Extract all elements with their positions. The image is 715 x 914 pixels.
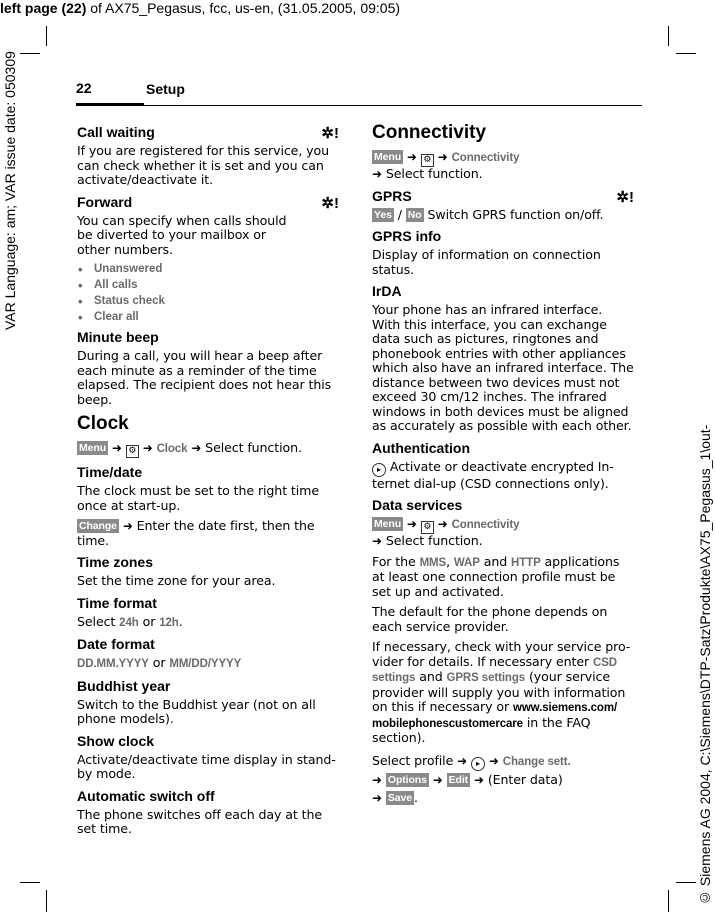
period: . [414, 789, 418, 805]
http-keyword: HTTP [511, 556, 541, 569]
left-column [77, 120, 339, 843]
header-file-info: of AX75_Pegasus, fcc, us-en, (31.05.2005, 09:05) [86, 0, 401, 16]
gprs-settings-keyword: GPRS settings [446, 672, 526, 684]
arrow-icon: ➜ [372, 772, 382, 787]
irda-title: IrDA [372, 283, 402, 299]
crop-mark [20, 53, 40, 54]
clock-path-tail: Select function. [201, 440, 302, 455]
irda-text: Your phone has an infrared interface. With this interface, you can exchange data such as pictures, ringtones and phonebook entries with other appliances which also have an infrared interface. The distance between two devices must not exceed 30 cm/12 inches. The infrared windows in both devices must be aligned as accurately as possible with each other. [372, 302, 634, 433]
save-softkey: Save [387, 791, 412, 804]
arrow-icon: ➜ [191, 441, 202, 455]
p3-post: in the FAQ section). [372, 714, 591, 745]
network-service-icon: ✲! [616, 188, 634, 206]
csd-settings-keyword: CSD settings [372, 656, 617, 684]
forward-title-text: Forward [77, 193, 133, 210]
time-zones-text: Set the time zone for your area. [77, 573, 276, 588]
support-url: www.siemens.com/ mobilephonescustomercare [372, 702, 618, 730]
p1-pre: For the [372, 553, 420, 569]
p1-and: and [479, 553, 512, 569]
gprs-title-text: GPRS [372, 187, 412, 204]
settings-icon: ⚙ [421, 154, 434, 167]
time-format-24h: 24h [119, 616, 139, 629]
date-format-opt2: MM/DD/YYYY [169, 658, 242, 670]
change-softkey: Change [79, 520, 117, 532]
connectivity-path-tail: Select function. [381, 166, 483, 181]
time-date-instruction [77, 519, 339, 548]
gprs-text [372, 208, 634, 223]
date-format-mid: or [148, 655, 170, 670]
time-date-text: The clock must be set to the right time once at start-up. [77, 483, 319, 513]
gprs-info-text: Display of information on connection status. [372, 247, 601, 277]
arrow-icon: ➜ [488, 753, 499, 768]
data-services-steps [372, 752, 634, 807]
time-format-text [77, 615, 339, 631]
authentication-text-body: Activate or deactivate encrypted In-ternet dial-up (CSD connections only). [372, 458, 614, 491]
data-services-menu-path [372, 517, 634, 549]
yes-softkey: Yes [374, 208, 392, 221]
arrow-icon: ➜ [372, 167, 382, 181]
time-format-pre: Select [77, 613, 120, 629]
minute-beep-title: Minute beep [77, 329, 159, 345]
list-item: • All calls [77, 279, 339, 291]
arrow-icon: ➜ [406, 150, 417, 164]
gprs-text-body: Switch GPRS function on/off. [423, 206, 604, 222]
list-item: • Status check [77, 295, 339, 307]
call-waiting-title [77, 124, 339, 140]
list-item: • Clear all [77, 311, 339, 323]
arrow-icon: ➜ [122, 519, 133, 533]
arrow-icon: ➜ [111, 441, 122, 455]
p3-pre: If necessary, check with your service pro-vider for details. If necessary enter [372, 639, 631, 669]
no-softkey: No [407, 208, 422, 221]
network-service-icon: ✲! [321, 125, 339, 142]
crop-mark [20, 882, 40, 883]
arrow-icon: ➜ [372, 534, 382, 548]
arrow-icon: ➜ [372, 790, 382, 805]
time-date-title: Time/date [77, 464, 143, 480]
clock-heading: Clock [77, 413, 129, 434]
arrow-icon: ➜ [473, 772, 484, 787]
enter-data-text: (Enter data) [483, 771, 563, 787]
time-date-tail: Enter the date first, then the time. [77, 518, 315, 548]
time-format-post: . [178, 613, 183, 629]
network-service-icon: ✲! [321, 194, 339, 212]
side-note-left [0, 30, 18, 330]
page-title: Setup [146, 81, 185, 97]
menu-softkey: Menu [374, 518, 402, 530]
show-clock-title: Show clock [77, 732, 155, 749]
data-services-path-tail: Select function. [381, 533, 483, 548]
connectivity-menu-path [372, 150, 634, 182]
clock-menu-path [77, 441, 339, 458]
show-clock-text: Activate/deactivate time display in stand-by mode. [77, 751, 336, 781]
data-services-title: Data services [372, 497, 463, 513]
wap-keyword: WAP [453, 556, 480, 569]
arrow-icon: ➜ [432, 772, 443, 787]
forward-title [77, 194, 339, 210]
p1-sep: , [446, 553, 454, 569]
select-profile-text: Select profile [372, 752, 458, 768]
time-format-mid: or [138, 613, 160, 629]
buddhist-year-title: Buddhist year [77, 677, 171, 694]
p3-mid: (your service provider will supply you with information on this if necessary or [372, 669, 626, 714]
side-note-right [697, 398, 715, 906]
settings-icon: ⚙ [421, 521, 434, 534]
side-note-right-text: © Siemens AG 2004, C:\Siemens\DTP-Satz\Produkte\AX75_Pegasus_1\out- [697, 424, 713, 906]
header-rule [144, 105, 642, 106]
auto-switch-off-text: The phone switches off each day at the set time. [77, 806, 323, 836]
header-page-ref: left page (22) [0, 0, 87, 16]
crop-mark [676, 53, 696, 54]
navigation-key-icon: ▸ [372, 463, 386, 477]
options-softkey: Options [387, 773, 427, 786]
p3-and: and [415, 669, 447, 684]
arrow-icon: ➜ [437, 150, 448, 164]
gprs-info-title: GPRS info [372, 228, 442, 244]
authentication-title: Authentication [372, 439, 470, 456]
arrow-icon: ➜ [406, 517, 417, 531]
call-waiting-text: If you are registered for this service, you can check whether it is set and you can activate/deactivate it. [77, 143, 329, 187]
auto-switch-off-title: Automatic switch off [77, 787, 215, 804]
mms-keyword: MMS [419, 556, 447, 569]
crop-mark [668, 890, 669, 912]
crop-mark [46, 890, 47, 912]
date-format-title: Date format [77, 636, 155, 652]
data-services-para-3 [372, 640, 634, 746]
connectivity-keyword: Connectivity [451, 519, 520, 531]
side-note-left-text: VAR Language: am; VAR issue date: 050309 [2, 51, 18, 330]
crop-mark [46, 26, 47, 46]
authentication-text [372, 460, 634, 492]
arrow-icon: ➜ [437, 517, 448, 531]
arrow-icon: ➜ [142, 441, 153, 455]
date-format-text [77, 656, 339, 672]
right-column [372, 120, 634, 813]
time-zones-title: Time zones [77, 554, 153, 570]
change-sett-keyword: Change sett. [502, 755, 571, 768]
date-format-opt1: DD.MM.YYYY [77, 658, 149, 670]
page-number: 22 [76, 80, 92, 96]
data-services-para-1 [372, 555, 634, 600]
connectivity-keyword: Connectivity [451, 152, 520, 164]
crop-mark [668, 26, 669, 46]
list-item: • Unanswered [77, 263, 339, 275]
gprs-title [372, 188, 634, 204]
minute-beep-text: During a call, you will hear a beep after each minute as a reminder of the time elapsed. The recipient does not hear this beep. [77, 348, 332, 407]
data-services-para-2: The default for the phone depends on each service provider. [372, 604, 608, 634]
time-format-title: Time format [77, 594, 157, 611]
menu-softkey: Menu [374, 151, 402, 163]
crop-mark [676, 882, 696, 883]
edit-softkey: Edit [448, 773, 469, 786]
slash-separator: / [397, 206, 402, 222]
p1-post: applications at least one connection profile must be set up and activated. [372, 553, 620, 599]
forward-text: You can specify when calls should be diverted to your mailbox or other numbers. [77, 212, 287, 257]
print-header [0, 0, 400, 16]
header-rule-thick [76, 103, 144, 106]
navigation-key-icon: ▸ [471, 757, 485, 771]
call-waiting-title-text: Call waiting [77, 124, 155, 140]
arrow-icon: ➜ [457, 753, 468, 768]
connectivity-heading: Connectivity [372, 122, 487, 143]
clock-keyword: Clock [156, 443, 188, 455]
buddhist-year-text: Switch to the Buddhist year (not on all phone models). [77, 696, 316, 726]
settings-icon: ⚙ [126, 445, 139, 458]
menu-softkey: Menu [79, 442, 107, 454]
forward-options [77, 263, 339, 323]
time-format-12h: 12h [159, 616, 179, 629]
